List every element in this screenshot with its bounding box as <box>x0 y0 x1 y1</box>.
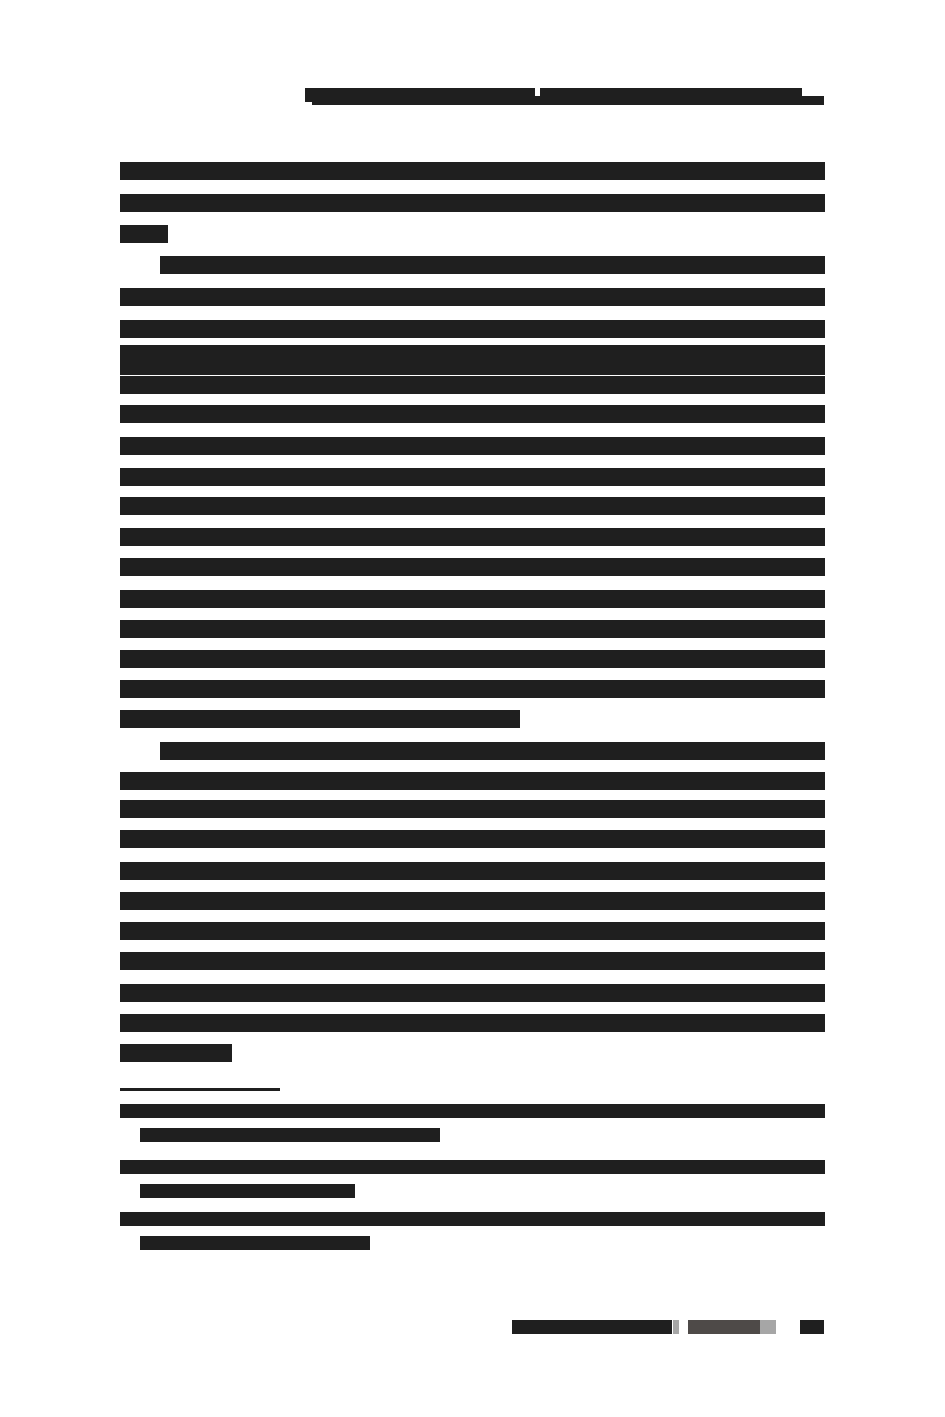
footnote-separator <box>120 1088 280 1091</box>
running-footer-title <box>512 1320 672 1334</box>
running-footer-section <box>688 1320 760 1334</box>
page-number <box>800 1320 824 1334</box>
